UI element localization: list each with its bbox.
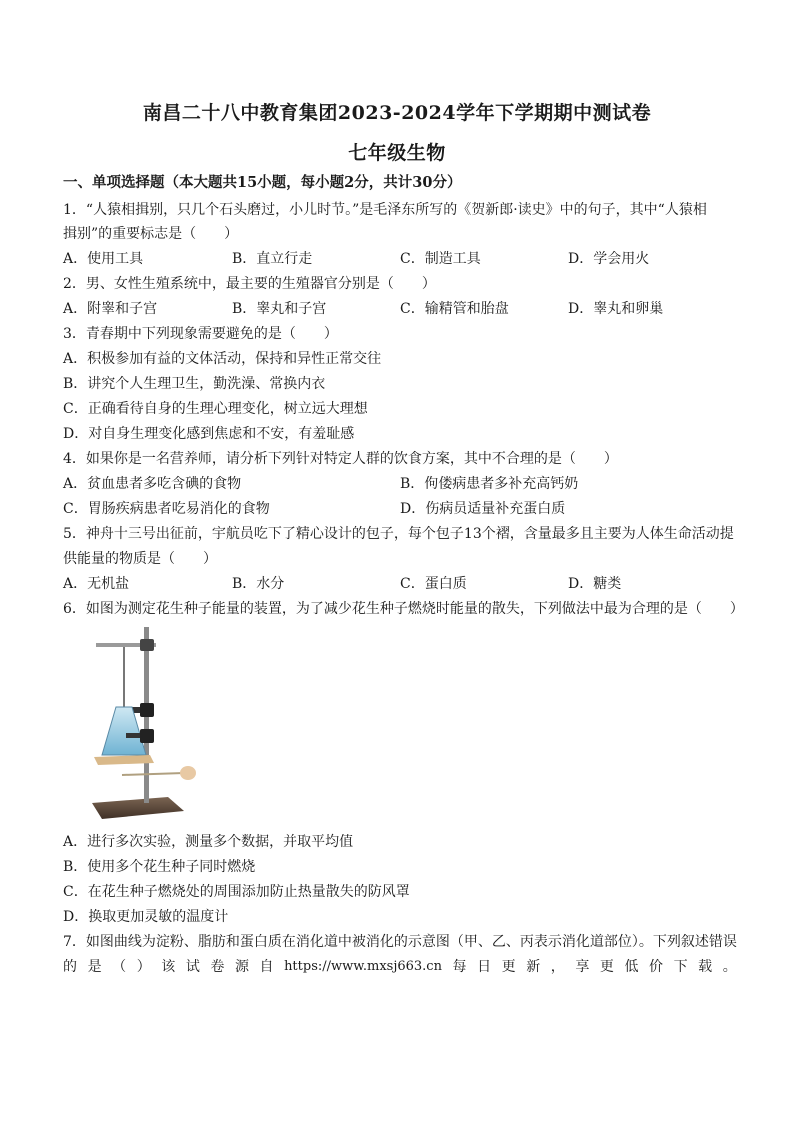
question-6-option-a: A．进行多次实验，测量多个数据，并取平均值 [63,834,354,850]
question-2-option-c: C．输精管和胎盘 [400,301,509,317]
question-2-text: 2．男、女性生殖系统中，最主要的生殖器官分别是（ ） [63,276,436,292]
question-4-option-b: B．佝偻病患者多补充高钙奶 [400,476,579,492]
question-3-option-c: C．正确看待自身的生理心理变化，树立远大理想 [63,401,368,417]
question-4-option-d: D．伤病员适量补充蛋白质 [400,501,566,517]
question-2-option-b: B．睾丸和子宫 [232,301,327,317]
question-5-text-cont: 供能量的物质是（ ） [63,551,217,567]
question-5-text: 5．神舟十三号出征前，宇航员吃下了精心设计的包子，每个包子13个褶，含量最多且主要为人体生命活动提 [63,526,734,542]
q7-char: 试 [185,959,200,975]
question-5-option-d: D．糖类 [568,576,622,592]
question-3-option-a: A．积极参加有益的文体活动，保持和异性正常交往 [63,351,382,367]
question-3-option-d: D．对自身生理变化感到焦虑和不安，有羞耻感 [63,426,355,442]
question-6-text: 6．如图为测定花生种子能量的装置，为了减少花生种子燃烧时能量的散失，下列做法中最为合理的是（ ） [63,601,744,617]
question-5-option-b: B．水分 [232,576,285,592]
question-1-option-c: C．制造工具 [400,251,481,267]
q7-char: 每 [452,959,467,975]
question-5-option-a: A．无机盐 [63,576,130,592]
q7-char: 载 [698,959,713,975]
q7-char: 低 [624,959,639,975]
q7-char: 。 [722,959,737,975]
question-1-option-d: D．学会用火 [568,251,650,267]
q7-char: 自 [259,959,274,975]
question-1-option-b: B．直立行走 [232,251,313,267]
apparatus-illustration [88,625,200,825]
q7-char: ， [550,959,565,975]
question-1-text-cont: 揖别”的重要标志是（ ） [63,226,239,242]
exam-subtitle: 七年级生物 [348,142,446,164]
q7-char: 是 [87,959,102,975]
question-5-option-c: C．蛋白质 [400,576,467,592]
q7-char: 卷 [210,959,225,975]
q7-char: 日 [477,959,492,975]
q7-char: 新 [526,959,541,975]
source-url: https://www.mxsj663.cn [284,959,442,974]
question-4-option-a: A．贫血患者多吃含碘的食物 [63,476,242,492]
peanut-energy-apparatus-figure [88,625,200,825]
q7-char: ） [136,959,151,975]
exam-title: 南昌二十八中教育集团2023-2024学年下学期期中测试卷 [142,102,652,124]
q7-char: （ [112,959,127,975]
question-3-text: 3．青春期中下列现象需要避免的是（ ） [63,326,338,342]
question-4-text: 4．如果你是一名营养师，请分析下列针对特定人群的饮食方案，其中不合理的是（ ） [63,451,618,467]
question-6-option-b: B．使用多个花生种子同时燃烧 [63,859,256,875]
question-6-option-d: D．换取更加灵敏的温度计 [63,909,229,925]
q7-char: 享 [575,959,590,975]
q7-char: 更 [501,959,516,975]
q7-char: 价 [649,959,664,975]
q7-char: 该 [161,959,176,975]
question-1-text: 1．“人猿相揖别，只几个石头磨过，小儿时节。”是毛泽东所写的《贺新郎·读史》中的句子，其中“人猿相 [63,202,707,218]
question-2-option-a: A．附睾和子宫 [63,301,158,317]
q7-char: 更 [599,959,614,975]
q7-char: 源 [234,959,249,975]
section-heading: 一、单项选择题（本大题共15小题，每小题2分，共计30分） [63,174,462,191]
question-4-option-c: C．胃肠疾病患者吃易消化的食物 [63,501,270,517]
question-7-text-cont [63,958,737,976]
q7-char: 的 [63,959,77,975]
question-3-option-b: B．讲究个人生理卫生，勤洗澡、常换内衣 [63,376,326,392]
q7-char: 下 [673,959,688,975]
question-2-option-d: D．睾丸和卵巢 [568,301,664,317]
question-1-option-a: A．使用工具 [63,251,144,267]
question-7-text: 7．如图曲线为淀粉、脂肪和蛋白质在消化道中被消化的示意图（甲、乙、丙表示消化道部位）。下列叙述错误 [63,934,737,950]
question-6-option-c: C．在花生种子燃烧处的周围添加防止热量散失的防风罩 [63,884,410,900]
